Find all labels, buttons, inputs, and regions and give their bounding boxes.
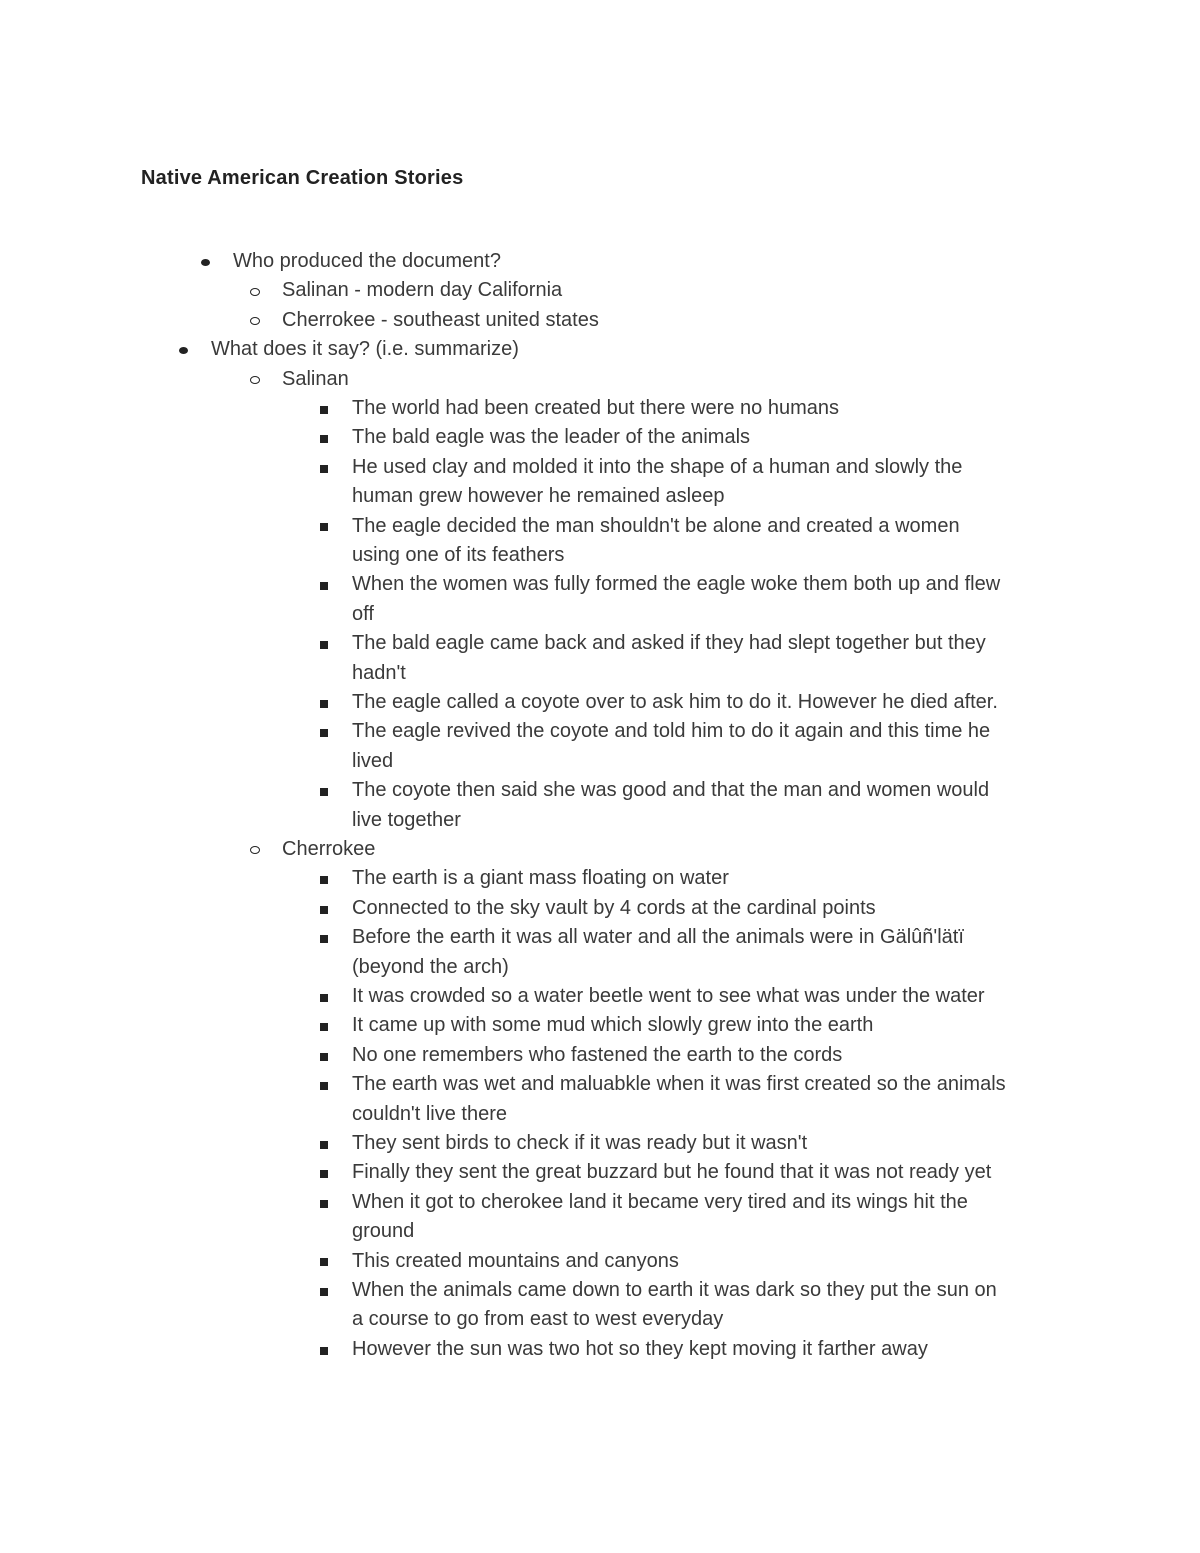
bullet-square-icon bbox=[320, 465, 328, 473]
summary-point-line-1: The eagle decided the man shouldn't be alone and created a women bbox=[352, 514, 960, 537]
summary-point-line-1: The eagle revived the coyote and told him to do it again and this time he bbox=[352, 720, 991, 743]
bullet-square-icon bbox=[320, 1141, 328, 1149]
bullet-square-icon bbox=[320, 641, 328, 649]
summary-point: It came up with some mud which slowly grew into the earth bbox=[352, 1014, 874, 1037]
summary-point-line-2: couldn't live there bbox=[352, 1102, 508, 1125]
bullet-square-icon bbox=[320, 435, 328, 443]
bullet-square-icon bbox=[320, 406, 328, 414]
sub-item-label: Salinan bbox=[282, 367, 349, 390]
bullet-square-icon bbox=[320, 1200, 328, 1208]
summary-point: The eagle called a coyote over to ask him to do it. However he died after. bbox=[352, 691, 998, 713]
bullet-square-icon bbox=[320, 876, 328, 884]
summary-point-line-1: The earth was wet and maluabkle when it was first created so the animals bbox=[352, 1073, 1006, 1096]
bullet-circle-icon bbox=[250, 317, 260, 325]
summary-point-line-2: a course to go from east to west everyday bbox=[352, 1308, 724, 1331]
bullet-square-icon bbox=[320, 935, 328, 943]
summary-point: Connected to the sky vault by 4 cords at the cardinal points bbox=[352, 896, 876, 919]
summary-point-line-1: When the animals came down to earth it was dark so they put the sun on bbox=[352, 1279, 997, 1301]
sub-item-label: Salinan - modern day California bbox=[282, 279, 563, 302]
summary-point: The bald eagle was the leader of the animals bbox=[352, 426, 751, 449]
bullet-circle-icon bbox=[250, 288, 260, 296]
summary-point: The earth is a giant mass floating on water bbox=[352, 867, 729, 890]
summary-point-line-2: lived bbox=[352, 749, 394, 772]
bullet-square-icon bbox=[320, 1023, 328, 1031]
bullet-square-icon bbox=[320, 700, 328, 708]
summary-point-line-1: When the women was fully formed the eagle woke them both up and flew bbox=[352, 573, 1001, 596]
summary-point-line-2: human grew however he remained asleep bbox=[352, 485, 725, 508]
sub-item-label: Cherrokee bbox=[282, 838, 376, 860]
summary-point: No one remembers who fastened the earth to the cords bbox=[352, 1043, 843, 1066]
bullet-square-icon bbox=[320, 1170, 328, 1178]
summary-point-line-1: He used clay and molded it into the shape of a human and slowly the bbox=[352, 455, 963, 478]
summary-point-line-2: ground bbox=[352, 1220, 415, 1243]
question-text: Who produced the document? bbox=[233, 250, 501, 272]
summary-point-line-2: off bbox=[352, 602, 374, 625]
bullet-square-icon bbox=[320, 1347, 328, 1355]
summary-point: However the sun was two hot so they kept moving it farther away bbox=[352, 1337, 928, 1360]
summary-point-line-2: live together bbox=[352, 808, 461, 831]
bullet-square-icon bbox=[320, 788, 328, 796]
summary-point-line-1: Before the earth it was all water and all the animals were in Gälûñ'lätï bbox=[352, 926, 964, 949]
bullet-square-icon bbox=[320, 1053, 328, 1061]
bullet-square-icon bbox=[320, 523, 328, 531]
bullet-square-icon bbox=[320, 994, 328, 1002]
summary-point: They sent birds to check if it was ready but it wasn't bbox=[352, 1132, 808, 1154]
document-title: Native American Creation Stories bbox=[141, 167, 464, 189]
bullet-square-icon bbox=[320, 729, 328, 737]
summary-point-line-2: hadn't bbox=[352, 661, 406, 684]
bullet-square-icon bbox=[320, 906, 328, 914]
summary-point-line-1: The bald eagle came back and asked if they had slept together but they bbox=[352, 632, 986, 655]
bullet-disc-icon bbox=[179, 347, 188, 354]
bullet-disc-icon bbox=[201, 259, 210, 266]
summary-point: This created mountains and canyons bbox=[352, 1249, 679, 1272]
bullet-circle-icon bbox=[250, 846, 260, 854]
summary-point: It was crowded so a water beetle went to see what was under the water bbox=[352, 985, 985, 1007]
summary-point-line-2: (beyond the arch) bbox=[352, 955, 509, 978]
bullet-square-icon bbox=[320, 1258, 328, 1266]
question-text: What does it say? (i.e. summarize) bbox=[211, 338, 519, 361]
summary-point-line-1: When it got to cherokee land it became very tired and its wings hit the bbox=[352, 1190, 968, 1213]
bullet-square-icon bbox=[320, 1082, 328, 1090]
bullet-circle-icon bbox=[250, 376, 260, 384]
summary-point-line-1: The coyote then said she was good and that the man and women would bbox=[352, 779, 990, 802]
sub-item-label: Cherrokee - southeast united states bbox=[282, 308, 599, 331]
bullet-square-icon bbox=[320, 1288, 328, 1296]
summary-point: The world had been created but there were no humans bbox=[352, 397, 839, 419]
summary-point-line-2: using one of its feathers bbox=[352, 544, 565, 566]
summary-point: Finally they sent the great buzzard but he found that it was not ready yet bbox=[352, 1161, 992, 1184]
bullet-square-icon bbox=[320, 582, 328, 590]
